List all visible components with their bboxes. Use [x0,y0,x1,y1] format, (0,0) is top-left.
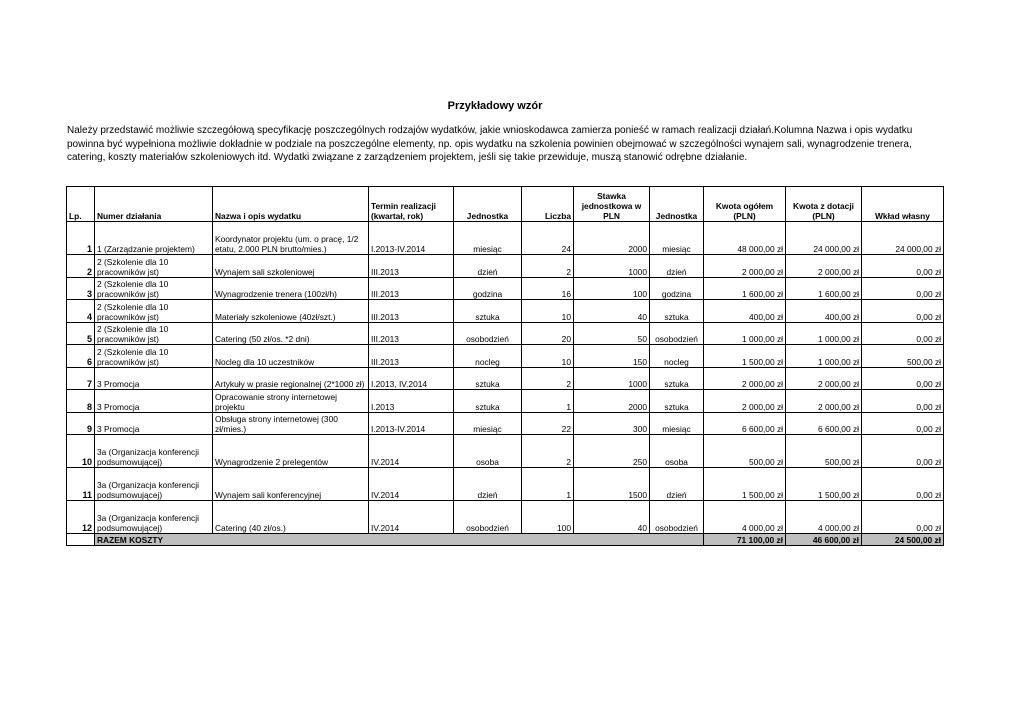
row-jednostka-2: osoba [650,435,704,468]
row-numer: 2 (Szkolenie dla 10 pracowników jst) [95,277,213,300]
row-stawka: 40 [574,501,650,534]
row-liczba: 1 [522,390,574,413]
total-kwota-ogolem: 71 100,00 zł [704,534,786,546]
total-row [67,534,944,546]
row-jednostka: sztuka [454,367,522,390]
row-numer: 3 Promocja [95,367,213,390]
row-wklad: 0,00 zł [862,300,944,323]
row-liczba: 22 [522,412,574,435]
row-lp: 1 [67,222,95,255]
row-stawka: 40 [574,300,650,323]
row-jednostka: dzień [454,255,522,278]
row-kwota-dotacji: 500,00 zł [786,435,862,468]
header-nazwa: Nazwa i opis wydatku [213,187,369,222]
table-row [67,322,944,345]
table-row [67,277,944,300]
row-wklad: 0,00 zł [862,255,944,278]
row-stawka: 1000 [574,255,650,278]
row-jednostka-2: sztuka [650,367,704,390]
row-lp: 8 [67,390,95,413]
row-lp: 7 [67,367,95,390]
row-kwota-ogolem: 500,00 zł [704,435,786,468]
row-kwota-dotacji: 1 600,00 zł [786,277,862,300]
header-termin: Termin realizacji (kwartał, rok) [369,187,454,222]
row-termin: I.2013 [369,390,454,413]
row-nazwa: Wynajem sali konferencyjnej [213,468,369,501]
row-liczba: 16 [522,277,574,300]
row-numer: 2 (Szkolenie dla 10 pracowników jst) [95,255,213,278]
row-kwota-ogolem: 6 600,00 zł [704,412,786,435]
row-wklad: 0,00 zł [862,322,944,345]
row-lp: 4 [67,300,95,323]
row-wklad: 0,00 zł [862,501,944,534]
row-kwota-ogolem: 2 000,00 zł [704,390,786,413]
row-kwota-dotacji: 400,00 zł [786,300,862,323]
row-termin: III.2013 [369,345,454,368]
row-wklad: 0,00 zł [862,277,944,300]
row-liczba: 10 [522,345,574,368]
row-jednostka-2: dzień [650,255,704,278]
row-kwota-dotacji: 4 000,00 zł [786,501,862,534]
row-kwota-ogolem: 1 600,00 zł [704,277,786,300]
row-lp: 9 [67,412,95,435]
row-jednostka: osobodzień [454,501,522,534]
table-row [67,345,944,368]
row-nazwa: Koordynator projektu (um. o pracę, 1/2 etatu, 2.000 PLN brutto/mies.) [213,222,369,255]
row-wklad: 0,00 zł [862,367,944,390]
row-termin: IV.2014 [369,468,454,501]
row-kwota-dotacji: 2 000,00 zł [786,367,862,390]
header-kwota-ogolem: Kwota ogółem (PLN) [704,187,786,222]
row-nazwa: Wynagrodzenie 2 prelegentów [213,435,369,468]
row-stawka: 50 [574,322,650,345]
row-kwota-dotacji: 2 000,00 zł [786,390,862,413]
row-jednostka: sztuka [454,390,522,413]
row-lp: 2 [67,255,95,278]
header-wklad: Wkład własny [862,187,944,222]
row-kwota-ogolem: 2 000,00 zł [704,255,786,278]
total-label: RAZEM KOSZTY [95,534,704,546]
row-kwota-dotacji: 2 000,00 zł [786,255,862,278]
row-wklad: 24 000,00 zł [862,222,944,255]
table-header-row [67,187,944,222]
row-lp: 10 [67,435,95,468]
row-stawka: 300 [574,412,650,435]
row-numer: 3a (Organizacja konferencji podsumowującej) [95,435,213,468]
row-jednostka: godzina [454,277,522,300]
row-jednostka: sztuka [454,300,522,323]
row-lp: 12 [67,501,95,534]
row-kwota-dotacji: 1 500,00 zł [786,468,862,501]
row-numer: 2 (Szkolenie dla 10 pracowników jst) [95,345,213,368]
row-numer: 3a (Organizacja konferencji podsumowującej) [95,468,213,501]
header-stawka: Stawka jednostkowa w PLN [574,187,650,222]
row-kwota-dotacji: 1 000,00 zł [786,322,862,345]
row-termin: IV.2014 [369,435,454,468]
row-kwota-ogolem: 48 000,00 zł [704,222,786,255]
row-termin: III.2013 [369,255,454,278]
row-jednostka-2: sztuka [650,390,704,413]
header-lp: Lp. [67,187,95,222]
row-numer: 1 (Zarządzanie projektem) [95,222,213,255]
row-nazwa: Wynagrodzenie trenera (100zł/h) [213,277,369,300]
row-numer: 2 (Szkolenie dla 10 pracowników jst) [95,322,213,345]
row-termin: III.2013 [369,300,454,323]
row-termin: IV.2014 [369,501,454,534]
row-liczba: 1 [522,468,574,501]
row-kwota-dotacji: 1 000,00 zł [786,345,862,368]
table-row [67,468,944,501]
row-jednostka-2: osobodzień [650,501,704,534]
row-kwota-ogolem: 1 000,00 zł [704,322,786,345]
row-wklad: 500,00 zł [862,345,944,368]
total-lp-cell [67,534,95,546]
table-row [67,412,944,435]
row-stawka: 2000 [574,222,650,255]
intro-paragraph: Należy przedstawić możliwie szczegółową specyfikację poszczególnych rodzajów wydatków, jakie wnioskodawca zamierza ponieść w ramach realizacji działań.Kolumna Nazwa i opis wydatku powinna być wypełniona możliwie dokładnie w podziale na poszczególne elementy, np. opis wydatku na szkolenia powinien obejmować w szczególności wynajem sali, wynagrodzenie trenera, catering, koszty materiałów szkoleniowych itd. Wydatki związane z zarządzeniem projektem, jeśli się takie przewiduje, muszą stanowić odrębne działanie. [67,125,913,163]
row-jednostka: osoba [454,435,522,468]
header-liczba: Liczba [522,187,574,222]
total-kwota-dotacji: 46 600,00 zł [786,534,862,546]
row-lp: 6 [67,345,95,368]
row-jednostka-2: sztuka [650,300,704,323]
row-liczba: 2 [522,367,574,390]
row-jednostka-2: nocleg [650,345,704,368]
row-nazwa: Materiały szkoleniowe (40zł/szt.) [213,300,369,323]
row-termin: I.2013-IV.2014 [369,222,454,255]
table-row [67,501,944,534]
row-lp: 11 [67,468,95,501]
row-jednostka: miesiąc [454,412,522,435]
row-jednostka-2: miesiąc [650,222,704,255]
header-numer: Numer działania [95,187,213,222]
row-liczba: 20 [522,322,574,345]
row-nazwa: Wynajem sali szkoleniowej [213,255,369,278]
row-jednostka: dzień [454,468,522,501]
table-row [67,222,944,255]
header-kwota-dotacji: Kwota z dotacji (PLN) [786,187,862,222]
row-stawka: 2000 [574,390,650,413]
row-jednostka: miesiąc [454,222,522,255]
row-stawka: 250 [574,435,650,468]
row-liczba: 10 [522,300,574,323]
row-kwota-ogolem: 2 000,00 zł [704,367,786,390]
row-kwota-ogolem: 1 500,00 zł [704,468,786,501]
row-nazwa: Catering (50 zł/os. *2 dni) [213,322,369,345]
row-lp: 3 [67,277,95,300]
row-nazwa: Obsługa strony internetowej (300 zł/mies.) [213,412,369,435]
row-kwota-ogolem: 4 000,00 zł [704,501,786,534]
row-numer: 3 Promocja [95,412,213,435]
row-numer: 3 Promocja [95,390,213,413]
row-stawka: 100 [574,277,650,300]
row-jednostka: nocleg [454,345,522,368]
table-row [67,390,944,413]
row-kwota-dotacji: 6 600,00 zł [786,412,862,435]
row-wklad: 0,00 zł [862,412,944,435]
row-numer: 3a (Organizacja konferencji podsumowującej) [95,501,213,534]
row-termin: III.2013 [369,277,454,300]
row-termin: I.2013-IV.2014 [369,412,454,435]
row-liczba: 2 [522,435,574,468]
row-nazwa: Opracowanie strony internetowej projektu [213,390,369,413]
row-kwota-ogolem: 1 500,00 zł [704,345,786,368]
row-numer: 2 (Szkolenie dla 10 pracowników jst) [95,300,213,323]
row-jednostka-2: godzina [650,277,704,300]
row-jednostka: osobodzień [454,322,522,345]
header-jednostka-2: Jednostka [650,187,704,222]
table-row [67,367,944,390]
header-jednostka: Jednostka [454,187,522,222]
table-row [67,300,944,323]
table-row [67,435,944,468]
row-stawka: 1500 [574,468,650,501]
row-jednostka-2: osobodzień [650,322,704,345]
row-liczba: 2 [522,255,574,278]
row-wklad: 0,00 zł [862,435,944,468]
row-nazwa: Artykuły w prasie regionalnej (2*1000 zł) [213,367,369,390]
row-wklad: 0,00 zł [862,468,944,501]
row-termin: III.2013 [369,322,454,345]
row-stawka: 1000 [574,367,650,390]
row-liczba: 24 [522,222,574,255]
row-liczba: 100 [522,501,574,534]
row-kwota-ogolem: 400,00 zł [704,300,786,323]
page-title: Przykładowy wzór [447,100,543,112]
total-wklad: 24 500,00 zł [862,534,944,546]
row-jednostka-2: miesiąc [650,412,704,435]
row-jednostka-2: dzień [650,468,704,501]
row-lp: 5 [67,322,95,345]
row-nazwa: Nocleg dla 10 uczestników [213,345,369,368]
table-row [67,255,944,278]
row-kwota-dotacji: 24 000,00 zł [786,222,862,255]
expense-table [66,186,944,546]
row-wklad: 0,00 zł [862,390,944,413]
row-stawka: 150 [574,345,650,368]
row-nazwa: Catering (40 zł/os.) [213,501,369,534]
row-termin: I.2013, IV.2014 [369,367,454,390]
